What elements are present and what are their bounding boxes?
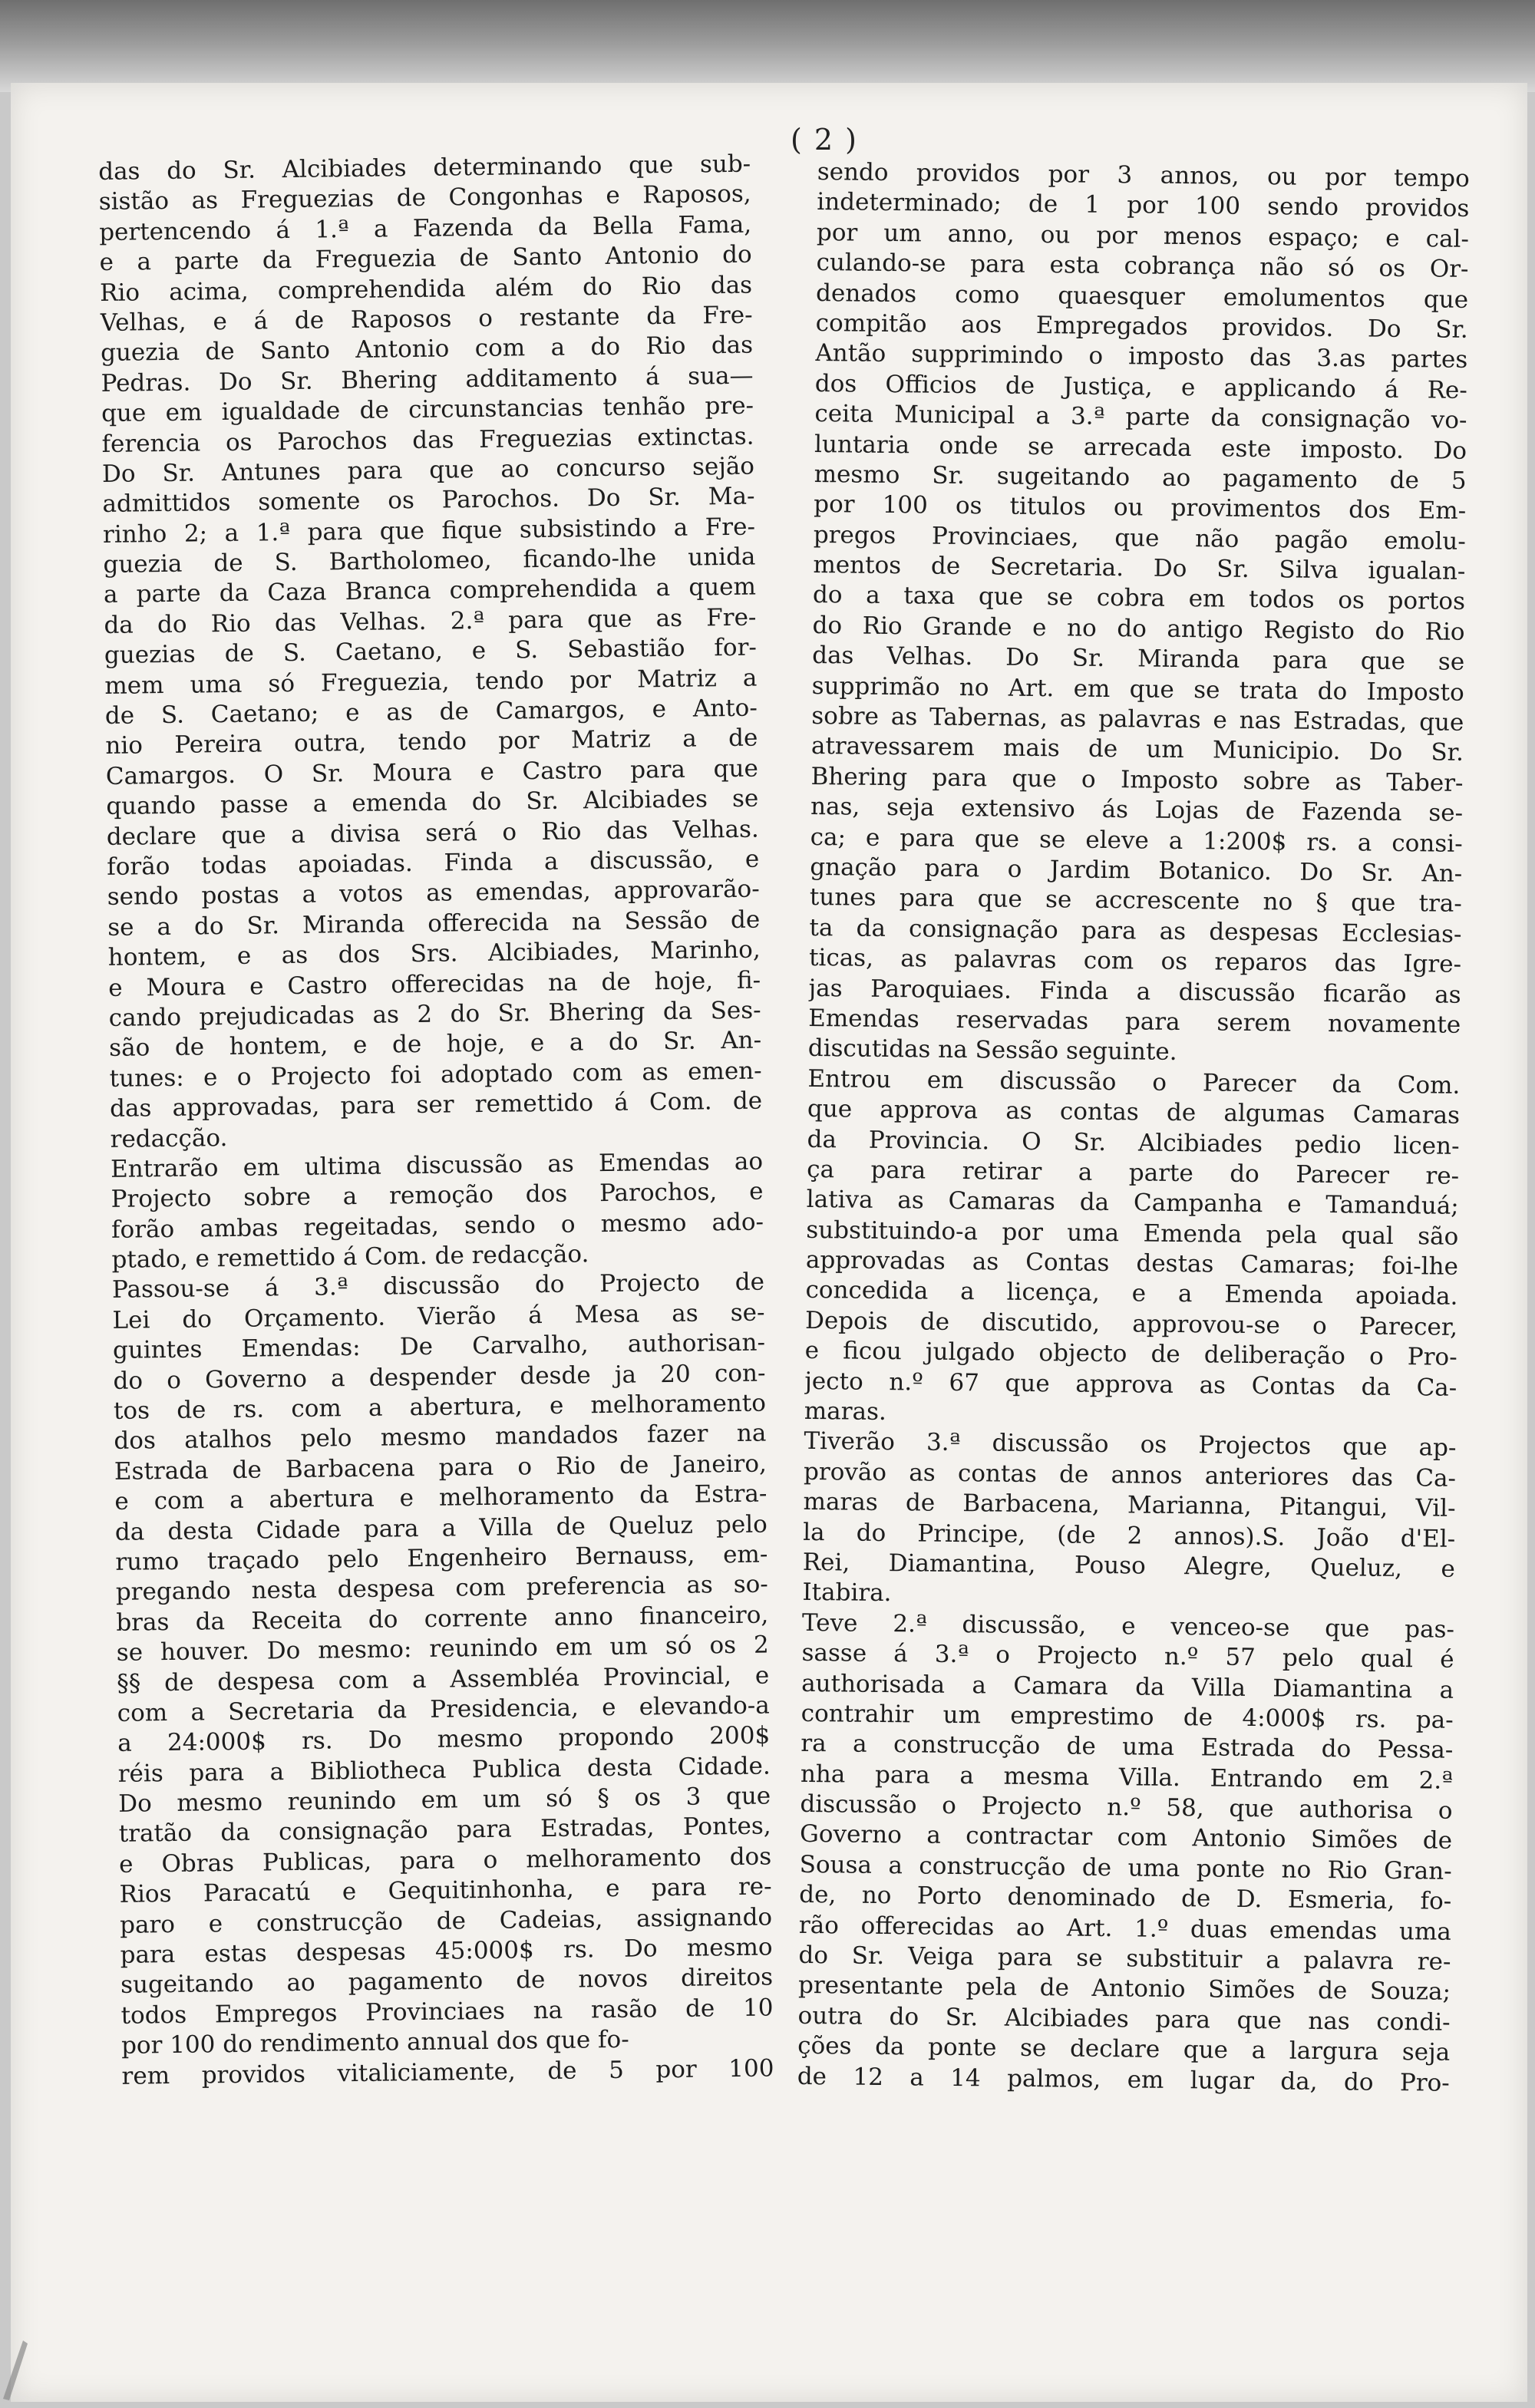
text-line: nio Pereira outra, tendo por Matriz a de — [105, 724, 758, 760]
text-line: outra do Sr. Alcibiades para que nas condi- — [797, 2001, 1451, 2037]
text-line: e Obras Publicas, para o melhoramento dos — [118, 1842, 772, 1879]
text-line: discutidas na Sessão seguinte. — [807, 1034, 1177, 1067]
text-line: e Moura e Castro offerecidas na de hoje, fi- — [108, 966, 761, 1002]
text-line: guezia de Santo Antonio com a do Rio das — [100, 331, 754, 368]
text-line: que approva as contas de algumas Camaras — [807, 1095, 1461, 1130]
text-line: a parte da Caza Branca comprehendida a quem — [103, 573, 757, 609]
text-line: tunes: e o Projecto foi adoptado com as emen- — [109, 1057, 762, 1093]
text-line: §§ de despesa com a Assembléa Provincial, e — [117, 1661, 770, 1697]
left-text-column — [98, 150, 774, 2092]
text-line: Depois de discutido, approvou-se o Parecer, — [804, 1306, 1458, 1341]
text-line: se a do Sr. Miranda offerecida na Sessão de — [107, 905, 761, 942]
text-line: redacção. — [110, 1123, 228, 1153]
text-line: das Velhas. Do Sr. Miranda para que se — [812, 642, 1465, 677]
text-line: por 100 os titulos ou provimentos dos Em- — [814, 490, 1467, 526]
text-line: da do Rio das Velhas. 2.ª para que as Fre- — [104, 603, 757, 639]
text-line: do o Governo a despender desde ja 20 con- — [113, 1359, 766, 1395]
text-line: são de hontem, e de hoje, e a do Sr. An- — [108, 1026, 762, 1063]
text-line: para estas despesas 45:000$ rs. Do mesmo — [120, 1933, 773, 1969]
text-line: Teve 2.ª discussão, e venceo-se que pas- — [801, 1608, 1455, 1644]
text-line: dos atalhos pelo mesmo mandados fazer na — [114, 1419, 767, 1456]
text-line: réis para a Bibliotheca Publica desta Cidade. — [117, 1752, 771, 1788]
text-line: contrahir um emprestimo de 4:000$ rs. pa- — [801, 1699, 1454, 1734]
text-line: forão todas apoiadas. Finda a discussão, e — [107, 845, 760, 881]
text-line: Do Sr. Antunes para que ao concurso sejão — [101, 452, 755, 488]
text-line: Rio acima, comprehendida além do Rio das — [99, 271, 753, 307]
text-line: mem uma só Freguezia, tendo por Matriz a — [104, 664, 758, 700]
text-line: sobre as Tabernas, as palavras e nas Estradas, que — [811, 701, 1464, 737]
text-line: provão as contas de annos anteriores das Ca- — [803, 1457, 1457, 1493]
text-line: la do Principe, (de 2 annos).S. João d'El- — [803, 1518, 1456, 1553]
text-line: pregando nesta despesa com preferencia as so- — [115, 1570, 769, 1607]
text-line: presentante pela de Antonio Simões de Souza; — [797, 1971, 1451, 2007]
text-line: tunes para que se accrescente no § que tra- — [809, 883, 1463, 919]
text-line: de 12 a 14 palmos, em lugar da, do Pro- — [797, 2062, 1450, 2097]
text-line: authorisada a Camara da Villa Diamantina a — [801, 1669, 1454, 1704]
right-text-column — [797, 157, 1470, 2099]
text-line: da desta Cidade para a Villa de Queluz pelo — [114, 1510, 768, 1546]
text-line: ptado, e remettido á Com. de redacção. — [111, 1240, 589, 1274]
text-line: mesmo Sr. sugeitando ao pagamento de 5 — [814, 460, 1467, 495]
text-line: compitão aos Empregados providos. Do Sr. — [815, 308, 1468, 344]
text-line: de S. Caetano; e as de Camargos, e Anto- — [104, 694, 758, 730]
text-line: cando prejudicadas as 2 do Sr. Bhering da Ses- — [108, 996, 761, 1032]
text-line: ções da ponte se declare que a largura seja — [797, 2032, 1451, 2067]
text-line: Governo a contractar com Antonio Simões de — [799, 1820, 1453, 1855]
text-line: jecto n.º 67 que approva as Contas da Ca- — [804, 1367, 1457, 1402]
text-line: ticas, as palavras com os reparos das Igre- — [808, 944, 1462, 978]
text-line: mentos de Secretaria. Do Sr. Silva igualan- — [813, 551, 1466, 586]
text-line: denados como quaesquer emolumentos que — [815, 279, 1469, 314]
text-line: guezia de S. Bartholomeo, ficando-lhe unida — [103, 543, 756, 579]
text-line: das approvadas, para ser remettido á Com. de — [109, 1087, 763, 1123]
text-line: sistão as Freguezias de Congonhas e Raposos, — [98, 180, 751, 216]
text-line: da Provincia. O Sr. Alcibiades pedio licen- — [807, 1125, 1460, 1160]
text-line: supprimão no Art. em que se trata do Imposto — [811, 671, 1464, 707]
text-line: com a Secretaria da Presidencia, e elevando-a — [117, 1691, 770, 1727]
text-line: nas, seja extensivo ás Lojas de Fazenda se- — [810, 793, 1464, 828]
text-line: culando-se para esta cobrança não só os Or- — [816, 249, 1469, 284]
text-line: de, no Porto denominado de D. Esmeria, fo- — [799, 1881, 1452, 1916]
text-line: Lei do Orçamento. Vierão á Mesa as se- — [112, 1298, 765, 1334]
text-line: Sousa a construcção de uma ponte no Rio Gran- — [799, 1850, 1452, 1885]
text-line: ferencia os Parochos das Freguezias extinctas. — [101, 422, 754, 458]
text-line: a 24:000$ rs. Do mesmo propondo 200$ — [117, 1721, 771, 1758]
text-line: rem providos vitaliciamente, de 5 por 100 — [121, 2054, 774, 2090]
text-line: Pedras. Do Sr. Bhering additamento á sua— — [101, 361, 754, 397]
text-line: Rei, Diamantina, Pouso Alegre, Queluz, e — [802, 1548, 1455, 1583]
text-line: maras de Barbacena, Marianna, Pitangui, Vil- — [803, 1488, 1456, 1522]
text-line: rinho 2; a 1.ª para que fique subsistindo a Fre- — [102, 513, 756, 549]
text-line: sendo providos por 3 annos, ou por tempo — [817, 157, 1470, 193]
text-line: nha para a mesma Villa. Entrando em 2.ª — [800, 1760, 1454, 1795]
pen-scribble-mark — [0, 2333, 31, 2402]
text-line: Passou-se á 3.ª discussão do Projecto de — [111, 1268, 765, 1305]
scanner-shadow — [0, 0, 1535, 92]
text-line: se houver. Do mesmo: reunindo em um só os 2 — [116, 1631, 769, 1667]
text-line: Itabira. — [802, 1578, 892, 1608]
text-line: Emendas reservadas para serem novamente — [808, 1004, 1461, 1039]
text-line: tratão da consignação para Estradas, Pontes, — [118, 1812, 771, 1849]
text-line: dos Officios de Justiça, e applicando á Re- — [814, 369, 1468, 404]
text-line: Velhas, e á de Raposos o restante da Fre- — [100, 301, 753, 337]
text-line: das do Sr. Alcibiades determinando que sub- — [98, 150, 751, 186]
text-line: Tiverão 3.ª discussão os Projectos que ap- — [804, 1427, 1457, 1463]
text-line: rão offerecidas ao Art. 1.º duas emendas uma — [798, 1911, 1452, 1946]
text-line: atravessarem mais de um Municipio. Do Sr. — [810, 732, 1464, 767]
text-line: lativa as Camaras da Campanha e Tamanduá; — [806, 1186, 1459, 1221]
text-line: pertencendo á 1.ª a Fazenda da Bella Fama, — [98, 210, 752, 246]
text-line: maras. — [804, 1397, 887, 1427]
text-line: ta da consignação para as despesas Ecclesias- — [809, 913, 1462, 948]
text-line: substituindo-a por uma Emenda pela qual são — [806, 1216, 1459, 1251]
text-line: admittidos somente os Parochos. Do Sr. Ma- — [102, 482, 755, 519]
text-line: guezias de S. Caetano, e S. Sebastião for- — [104, 633, 758, 670]
text-line: Bhering para que o Imposto sobre as Taber- — [810, 762, 1464, 797]
text-line: sugeitando ao pagamento de novos direitos — [120, 1963, 774, 2000]
text-line: guintes Emendas: De Carvalho, authorisan- — [112, 1328, 766, 1365]
text-line: ra a construcção de uma Estrada do Pessa- — [801, 1730, 1454, 1765]
text-line: ca; e para que se eleve a 1:200$ rs. a consi- — [810, 823, 1463, 858]
text-line: bras da Receita do corrente anno financeiro, — [116, 1601, 769, 1637]
text-line: ça para retirar a parte do Parecer re- — [807, 1155, 1460, 1190]
text-line: sendo postas a votos as emendas, approvarão- — [107, 875, 760, 912]
text-line: por 100 do rendimento annual dos que fo- — [120, 2025, 629, 2060]
text-line: jas Paroquiaes. Finda a discussão ficarão as — [808, 974, 1461, 1009]
text-line: Entrarão em ultima discussão as Emendas ao — [110, 1147, 764, 1183]
text-line: Camargos. O Sr. Moura e Castro para que — [105, 754, 759, 790]
text-line: todos Empregos Provinciaes na rasão de 10 — [120, 1994, 774, 2030]
text-line: e com a abertura e melhoramento da Estra- — [114, 1479, 768, 1516]
text-line: hontem, e as dos Srs. Alcibiades, Marinho, — [107, 935, 761, 972]
text-line: Do mesmo reunindo em um só § os 3 que — [117, 1782, 771, 1818]
text-line: pregos Provinciaes, que não pagão emolu- — [813, 520, 1466, 556]
text-line: ceita Municipal a 3.ª parte da consignação vo- — [814, 400, 1467, 435]
text-line: tos de rs. com a abertura, e melhoramento — [113, 1389, 767, 1425]
text-line: luntaria onde se arrecada este imposto. Do — [814, 430, 1467, 465]
text-line: paro e construcção de Cadeias, assignando — [119, 1903, 773, 1939]
text-line: do Sr. Veiga para se substituir a palavra re- — [798, 1941, 1451, 1976]
text-line: quando passe a emenda do Sr. Alcibiades se — [106, 784, 759, 821]
text-line: rumo traçado pelo Engenheiro Bernauss, em- — [115, 1540, 768, 1576]
text-line: por um anno, ou por menos espaço; e cal- — [816, 218, 1470, 253]
text-line: gnação para o Jardim Botanico. Do Sr. An- — [810, 853, 1463, 888]
text-line: Projecto sobre a remoção dos Parochos, e — [111, 1177, 764, 1214]
text-line: e ficou julgado objecto de deliberação o Pro- — [804, 1337, 1457, 1372]
text-line: sasse á 3.ª o Projecto n.º 57 pelo qual é — [801, 1639, 1454, 1674]
page-number: ( 2 ) — [791, 123, 858, 157]
text-line: do a taxa que se cobra em todos os portos — [812, 581, 1466, 616]
text-line: que em igualdade de circunstancias tenhão pre- — [101, 391, 754, 428]
text-line: Rios Paracatú e Gequitinhonha, e para re- — [119, 1872, 772, 1909]
text-line: forão ambas regeitadas, sendo o mesmo ado- — [111, 1208, 764, 1244]
text-line: e a parte da Freguezia de Santo Antonio do — [99, 240, 752, 277]
text-line: indeterminado; de 1 por 100 sendo providos — [817, 188, 1470, 223]
text-line: Estrada de Barbacena para o Rio de Janeiro, — [114, 1450, 768, 1486]
text-line: Entrou em discussão o Parecer da Com. — [807, 1064, 1461, 1100]
text-line: Antão supprimindo o imposto das 3.as partes — [815, 339, 1468, 374]
text-line: concedida a licença, e a Emenda apoiada. — [805, 1276, 1458, 1311]
text-line: discussão o Projecto n.º 58, que authorisa o — [800, 1790, 1453, 1825]
text-line: declare que a divisa será o Rio das Velhas. — [106, 815, 759, 851]
text-line: approvadas as Contas destas Camaras; foi-lhe — [805, 1245, 1459, 1281]
text-line: do Rio Grande e no do antigo Registo do Rio — [812, 611, 1465, 646]
